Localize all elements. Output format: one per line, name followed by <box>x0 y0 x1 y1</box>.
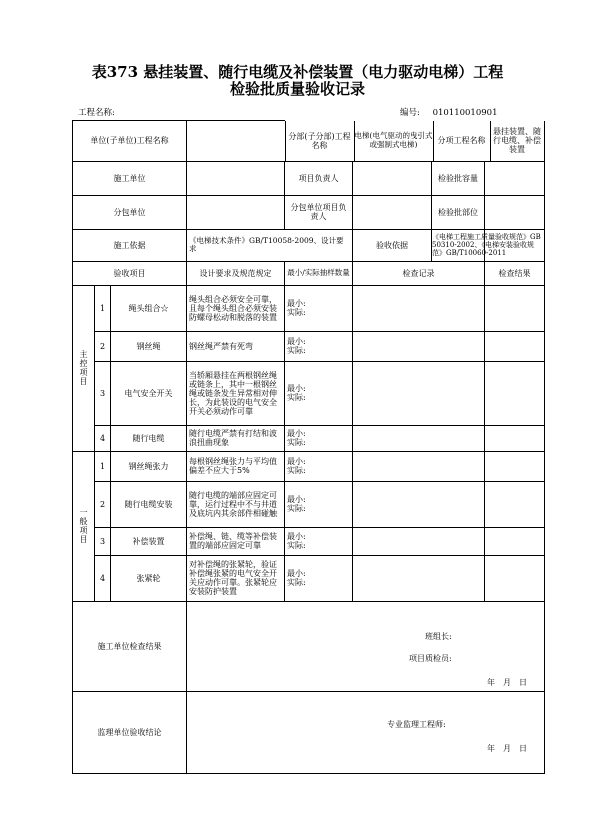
header-row-subcontract <box>73 195 545 229</box>
construction-unit-label: 施工单位 <box>73 161 187 195</box>
item-no: 2 <box>95 331 111 361</box>
section-general: 一般项目 <box>73 451 95 601</box>
item-requirement: 对补偿绳的张紧轮，验证补偿绳张紧的电气安全开关应动作可靠。张紧轮应安装防护装置 <box>187 555 285 601</box>
supervisor-label: 专业监理工程师: <box>387 719 446 729</box>
item-result[interactable] <box>485 285 545 331</box>
item-requirement: 补偿绳、链、缆等补偿装置的端部应固定可靠 <box>187 527 285 555</box>
item-result[interactable] <box>485 555 545 601</box>
item-requirement: 随行电缆的端部应固定可靠，运行过程中不与井道及底坑内其余部件相碰触 <box>187 481 285 527</box>
col-result: 检查结果 <box>485 261 545 285</box>
item-sample[interactable]: 最小: 实际: <box>285 527 353 555</box>
item-result[interactable] <box>485 527 545 555</box>
item-record[interactable] <box>353 555 485 601</box>
col-sample: 最小/实际抽样数量 <box>285 261 353 285</box>
item-sample[interactable]: 最小: 实际: <box>285 425 353 451</box>
project-name-label: 工程名称: <box>78 108 115 118</box>
col-record: 检查记录 <box>353 261 485 285</box>
table-row <box>73 331 545 361</box>
item-sample[interactable]: 最小: 实际: <box>285 481 353 527</box>
item-no: 4 <box>95 555 111 601</box>
project-leader-value[interactable] <box>353 162 432 195</box>
table-row <box>73 285 545 331</box>
header-row-basis <box>73 229 545 261</box>
item-result[interactable] <box>485 361 545 425</box>
item-record[interactable] <box>353 285 485 331</box>
column-header-row <box>73 261 545 285</box>
subitem-value: 悬挂装置、随行电缆、补偿装置 <box>490 121 545 161</box>
item-no: 1 <box>95 285 111 331</box>
document-title <box>0 64 595 98</box>
table-row <box>73 527 545 555</box>
item-name: 钢丝绳 <box>111 331 187 361</box>
item-sample[interactable]: 最小: 实际: <box>285 331 353 361</box>
basis-label: 施工依据 <box>73 229 187 261</box>
acceptance-basis-value: 《电梯工程施工质量验收规范》GB50310-2002、《电梯安装验收规范》GB/T10060-2011 <box>432 233 541 257</box>
item-result[interactable] <box>485 425 545 451</box>
title-line-1: 表373 悬挂装置、随行电缆及补偿装置（电力驱动电梯）工程 <box>91 63 504 81</box>
inspection-table <box>72 120 545 774</box>
item-name: 随行电缆安装 <box>111 481 187 527</box>
subdivision-label: 分部(子分部)工程名称 <box>285 121 354 161</box>
code-label: 编号: <box>400 108 420 118</box>
col-requirement: 设计要求及规范规定 <box>187 261 285 285</box>
item-record[interactable] <box>353 527 485 555</box>
table-row <box>73 451 545 481</box>
supervision-check-row <box>73 691 545 773</box>
item-result[interactable] <box>485 451 545 481</box>
batch-location-value[interactable] <box>485 195 545 229</box>
item-name: 补偿装置 <box>111 527 187 555</box>
unit-value[interactable] <box>187 121 285 162</box>
item-record[interactable] <box>353 331 485 361</box>
item-sample[interactable]: 最小: 实际: <box>285 285 353 331</box>
supervision-date: 年 月 日 <box>487 743 527 753</box>
basis-value: 《电梯技术条件》GB/T10058-2009、设计要求 <box>187 229 353 261</box>
subcontract-unit-label: 分包单位 <box>73 195 187 229</box>
supervision-check-area[interactable] <box>187 691 545 773</box>
subdivision-value: 电梯(电气驱动的曳引式或强制式电梯) <box>354 121 433 161</box>
section-main: 主控项目 <box>73 285 95 451</box>
supervision-check-label: 监理单位验收结论 <box>73 691 187 773</box>
item-no: 1 <box>95 451 111 481</box>
item-result[interactable] <box>485 481 545 527</box>
item-sample[interactable]: 最小: 实际: <box>285 361 353 425</box>
item-requirement: 每根钢丝绳张力与平均值偏差不应大于5% <box>187 451 285 481</box>
item-no: 4 <box>95 425 111 451</box>
project-leader-label: 项目负责人 <box>285 161 353 195</box>
batch-capacity-value[interactable] <box>485 161 545 195</box>
item-no: 3 <box>95 361 111 425</box>
item-name: 电气安全开关 <box>111 361 187 425</box>
item-record[interactable] <box>353 425 485 451</box>
col-item: 验收项目 <box>73 261 187 285</box>
item-requirement: 当轿厢悬挂在两根钢丝绳或链条上，其中一根钢丝绳或链条发生异常相对伸长，为此装设的电气安全开关必须动作可靠 <box>187 361 285 425</box>
construction-unit-value[interactable] <box>187 161 285 195</box>
item-sample[interactable]: 最小: 实际: <box>285 555 353 601</box>
item-name: 绳头组合☆ <box>111 285 187 331</box>
batch-capacity-label: 检验批容量 <box>438 173 478 183</box>
item-result[interactable] <box>485 331 545 361</box>
item-name: 钢丝绳张力 <box>111 451 187 481</box>
title-line-2: 检验批质量验收记录 <box>229 80 365 98</box>
table-row <box>73 555 545 601</box>
item-no: 2 <box>95 481 111 527</box>
code-field <box>400 106 497 118</box>
item-requirement: 随行电缆严禁有打结和波浪扭曲现象 <box>187 425 285 451</box>
subitem-label: 分项工程名称 <box>433 121 490 161</box>
table-row <box>73 361 545 425</box>
construction-check-label: 施工单位检查结果 <box>73 601 187 691</box>
construction-date: 年 月 日 <box>487 677 527 687</box>
table-row <box>73 425 545 451</box>
inspector-label: 项目质检员: <box>409 653 452 663</box>
item-requirement: 绳头组合必须安全可靠，且每个绳头组合必须安装防螺母松动和脱落的装置 <box>187 285 285 331</box>
header-row-construction <box>73 161 545 195</box>
construction-check-row <box>73 601 545 691</box>
subcontract-leader-label: 分包单位项目负责人 <box>285 195 353 229</box>
subcontract-leader-value[interactable] <box>353 196 432 229</box>
item-name: 随行电缆 <box>111 425 187 451</box>
acceptance-basis-value-cell <box>432 229 545 261</box>
team-leader-label: 班组长: <box>425 631 452 641</box>
header-row-unit <box>73 121 545 162</box>
table-row <box>73 481 545 527</box>
batch-location-label: 检验批部位 <box>438 207 478 217</box>
acceptance-basis-label: 验收依据 <box>353 230 432 261</box>
subcontract-unit-value[interactable] <box>187 195 285 229</box>
item-record[interactable] <box>353 451 485 481</box>
item-name: 张紧轮 <box>111 555 187 601</box>
construction-check-area[interactable] <box>187 601 545 691</box>
item-requirement: 钢丝绳严禁有死弯 <box>187 331 285 361</box>
unit-label: 单位(子单位)工程名称 <box>73 121 187 162</box>
item-record[interactable] <box>353 481 485 527</box>
item-sample[interactable]: 最小: 实际: <box>285 451 353 481</box>
code-value: 010110010901 <box>432 108 498 118</box>
item-record[interactable] <box>353 361 485 425</box>
item-no: 3 <box>95 527 111 555</box>
